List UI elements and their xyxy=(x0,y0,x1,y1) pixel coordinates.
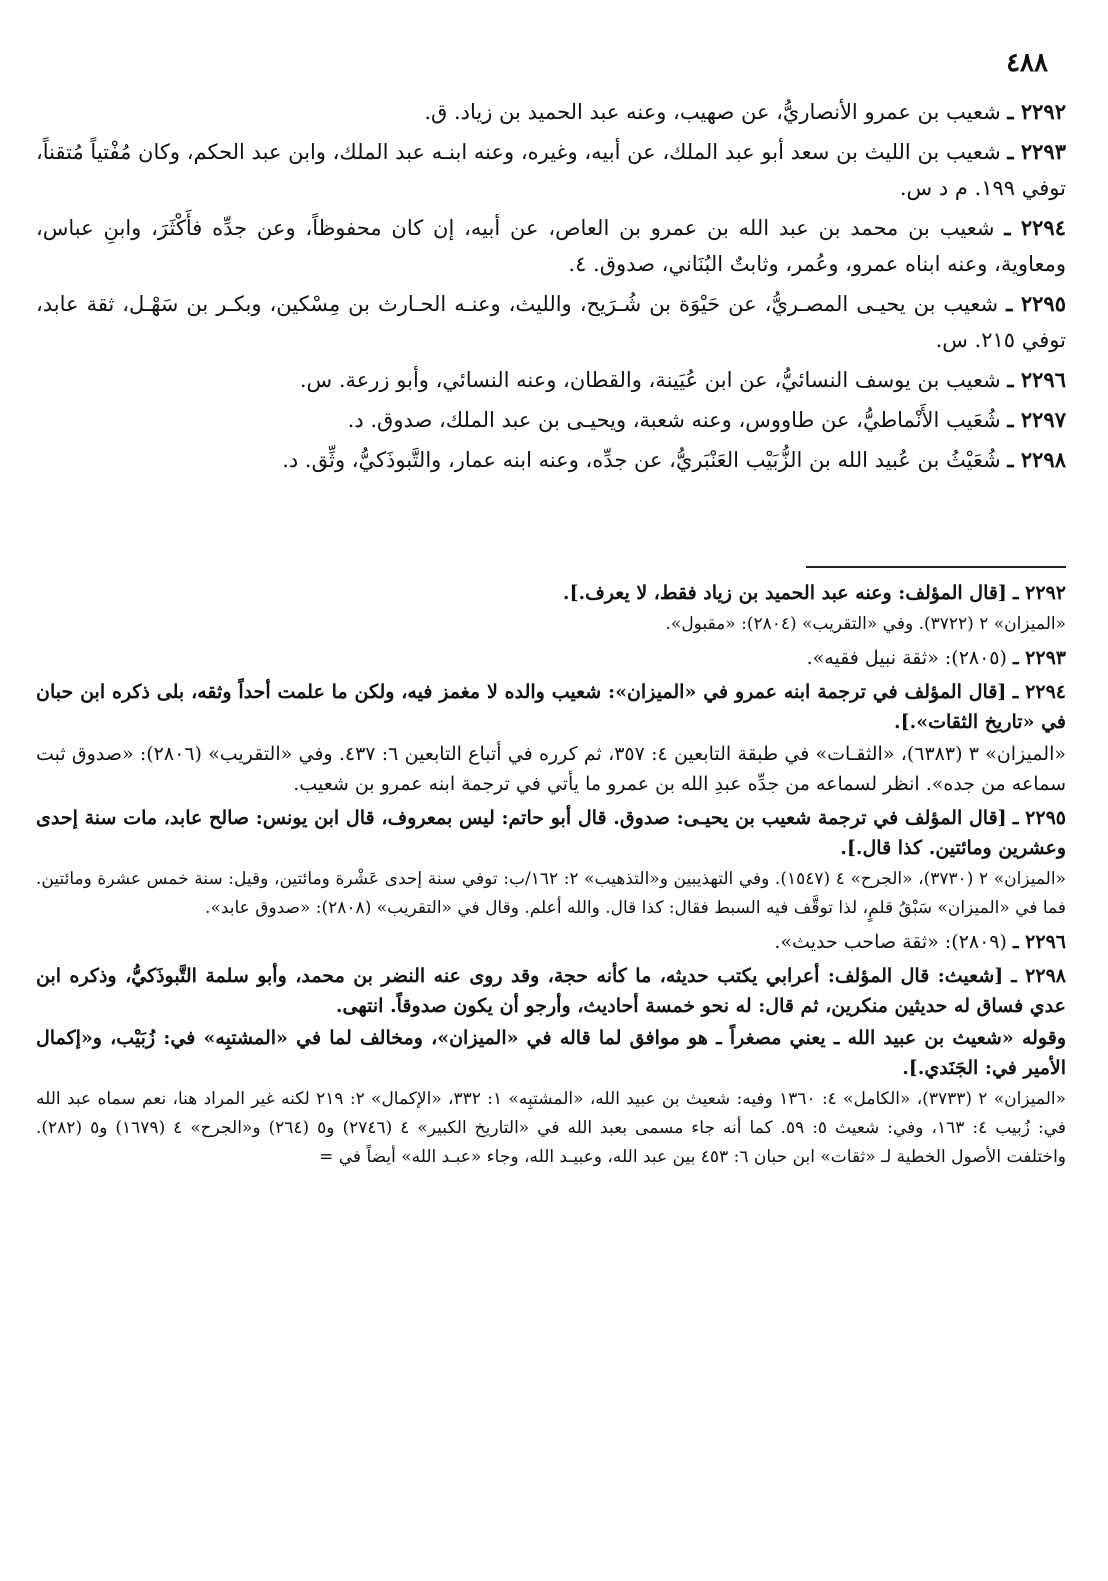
entry-number: ٢٢٩٦ ـ xyxy=(1007,367,1066,392)
entry-2298 xyxy=(36,442,1066,478)
note-2292 xyxy=(36,578,1066,639)
note-reference: «الميزان» ٢ (٣٧٢٢). وفي «التقريب» (٢٨٠٤): «مقبول». xyxy=(665,614,1066,634)
entry-number: ٢٢٩٤ ـ xyxy=(1004,215,1066,240)
note-reference: «الميزان» ٢ (٣٧٣٠)، «الجرح» ٤ (١٥٤٧). وفي التهذيبين و«التذهيب» ٢: ١٦٢/ب: توفي سنة إحدى عَشْرة ومائتين، وقيل: سنة خمس عشرة ومائتين. فما في «الميزان» سَبْقُ قلمٍ، لذا توقَّف فيه السبط فقال: كذا قال. والله أعلم. وقال في «التقريب» (٢٨٠٨): «صدوق عابد». xyxy=(36,869,1066,918)
entry-number: ٢٢٩٨ ـ xyxy=(1007,447,1066,472)
note-2293 xyxy=(36,643,1066,673)
entry-2294 xyxy=(36,210,1066,282)
note-number: ٢٢٩٤ ـ xyxy=(1012,681,1066,703)
note-quote-continued: وقوله «شعيث بن عبيد الله ـ يعني مصغراً ـ هو موافق لما قاله في «الميزان»، ومخالف لما في «المشتبِه» في: زُبَيْب، و«إكمال الأمير في: الجَنَدي.]. xyxy=(36,1027,1066,1079)
biography-entries xyxy=(36,94,1066,482)
note-2294 xyxy=(36,677,1066,799)
entry-2296 xyxy=(36,362,1066,398)
note-number: ٢٢٩٣ ـ xyxy=(1012,647,1066,669)
note-number: ٢٢٩٢ ـ xyxy=(1012,582,1066,604)
entry-text: شعيب بن يحيـى المصـريُّ، عن حَيْوَة بن شُـرَيح، والليث، وعنـه الحـارث بن مِسْكين، وبكـر بن سَهْـل، ثقة عابد، توفي ٢١٥. س. xyxy=(36,292,1066,352)
note-quote: [قال المؤلف في ترجمة ابنه عمرو في «الميزان»: شعيب والده لا مغمز فيه، ولكن ما علمت أحداً وثقه، بلى ذكره ابن حبان في «تاريخ الثقات».]. xyxy=(36,681,1066,733)
entry-2293 xyxy=(36,134,1066,206)
footnotes xyxy=(36,578,1066,1176)
entry-number: ٢٢٩٢ ـ xyxy=(1007,99,1066,124)
note-2296 xyxy=(36,927,1066,957)
entry-2292 xyxy=(36,94,1066,130)
entry-number: ٢٢٩٥ ـ xyxy=(1006,291,1066,316)
entry-text: شُعَيْثُ بن عُبيد الله بن الزُّبَيْب العَنْبَريُّ، عن جدِّه، وعنه ابنه عمار، والتَّبوذَكيُّ، وثِّق. د. xyxy=(282,448,1001,472)
note-quote: [قال المؤلف: وعنه عبد الحميد بن زياد فقط، لا يعرف.]. xyxy=(562,582,1007,604)
footnote-divider xyxy=(806,566,1066,568)
entry-text: شعيب بن عمرو الأنصاريُّ، عن صهيب، وعنه عبد الحميد بن زياد. ق. xyxy=(424,100,1001,124)
note-number: ٢٢٩٦ ـ xyxy=(1012,931,1066,953)
note-quote: [شعيث: قال المؤلف: أعرابي يكتب حديثه، ما كأنه حجة، وقد روى عنه النضر بن محمد، وأبو سلمة التَّبوذَكيُّ، وذكره ابن عدي فساق له حديثين منكرين، ثم قال: له نحو خمسة أحاديث، وأرجو أن يكون صدوقاً. انتهى. xyxy=(36,965,1066,1017)
entry-text: شُعَيب الأَنْماطيُّ، عن طاووس، وعنه شعبة، ويحيـى بن عبد الملك، صدوق. د. xyxy=(347,408,1001,432)
entry-2295 xyxy=(36,286,1066,358)
entry-number: ٢٢٩٧ ـ xyxy=(1007,407,1066,432)
page-number: ٤٨٨ xyxy=(1006,48,1048,78)
note-number: ٢٢٩٨ ـ xyxy=(1011,965,1066,987)
note-quote: [قال المؤلف في ترجمة شعيب بن يحيـى: صدوق. قال أبو حاتم: ليس بمعروف، قال ابن يونس: صالح عابد، مات سنة إحدى وعشرين ومائتين. كذا قال.]. xyxy=(36,807,1066,859)
entry-2297 xyxy=(36,402,1066,438)
entry-number: ٢٢٩٣ ـ xyxy=(1007,139,1066,164)
entry-text: شعيب بن محمد بن عبد الله بن عمرو بن العاص، عن أبيه، إن كان محفوظاً، وعن جدِّه فأَكْثَرَ، وابنِ عباس، ومعاوية، وعنه ابناه عمرو، وعُمر، وثابتٌ البُنَاني، صدوق. ٤. xyxy=(36,216,1066,276)
entry-text: شعيب بن الليث بن سعد أبو عبد الملك، عن أبيه، وغيره، وعنه ابنـه عبد الملك، وابن عبد الحكم، وكان مُفْتياً مُتقناً، توفي ١٩٩. م د س. xyxy=(36,140,1066,200)
note-text: (٢٨٠٥): «ثقة نبيل فقيه». xyxy=(806,647,1007,669)
note-number: ٢٢٩٥ ـ xyxy=(1012,807,1066,829)
note-text: (٢٨٠٩): «ثقة صاحب حديث». xyxy=(774,931,1007,953)
note-2295 xyxy=(36,803,1066,923)
note-reference: «الميزان» ٢ (٣٧٣٣)، «الكامل» ٤: ١٣٦٠ وفيه: شعيث بن عبيد الله، «المشتبِه» ١: ٣٣٢، «الإكمال» ٢: ٢١٩ لكنه غير المراد هنا، نعم سماه عبد الله في: زُبيب ٤: ١٦٣، وفي: شعيث ٥: ٥٩. كما أنه جاء مسمى بعبد الله في «التاريخ الكبير» ٤ (٢٧٤٦) و٥ (٢٦٤) و«الجرح» ٤ (١٦٧٩) و٥ (٢٨٢). واختلفت الأصول الخطية لـ «ثقات» ابن حبان ٦: ٤٥٣ بين عبد الله، وعبيـد الله، وجاء «عبـد الله» أيضاً في = xyxy=(36,1089,1067,1167)
entry-text: شعيب بن يوسف النسائيُّ، عن ابن عُيَينة، والقطان، وعنه النسائي، وأبو زرعة. س. xyxy=(299,368,1001,392)
note-2298 xyxy=(36,961,1066,1172)
note-reference: «الميزان» ٣ (٦٣٨٣)، «الثقـات» في طبقة التابعين ٤: ٣٥٧، ثم كرره في أتباع التابعين ٦: ٤٣٧. وفي «التقريب» (٢٨٠٦): «صدوق ثبت سماعه من جده». انظر لسماعه من جدِّه عبدِ الله بن عمرو ما يأتي في ترجمة ابنه عمرو بن شعيب. xyxy=(36,743,1066,795)
